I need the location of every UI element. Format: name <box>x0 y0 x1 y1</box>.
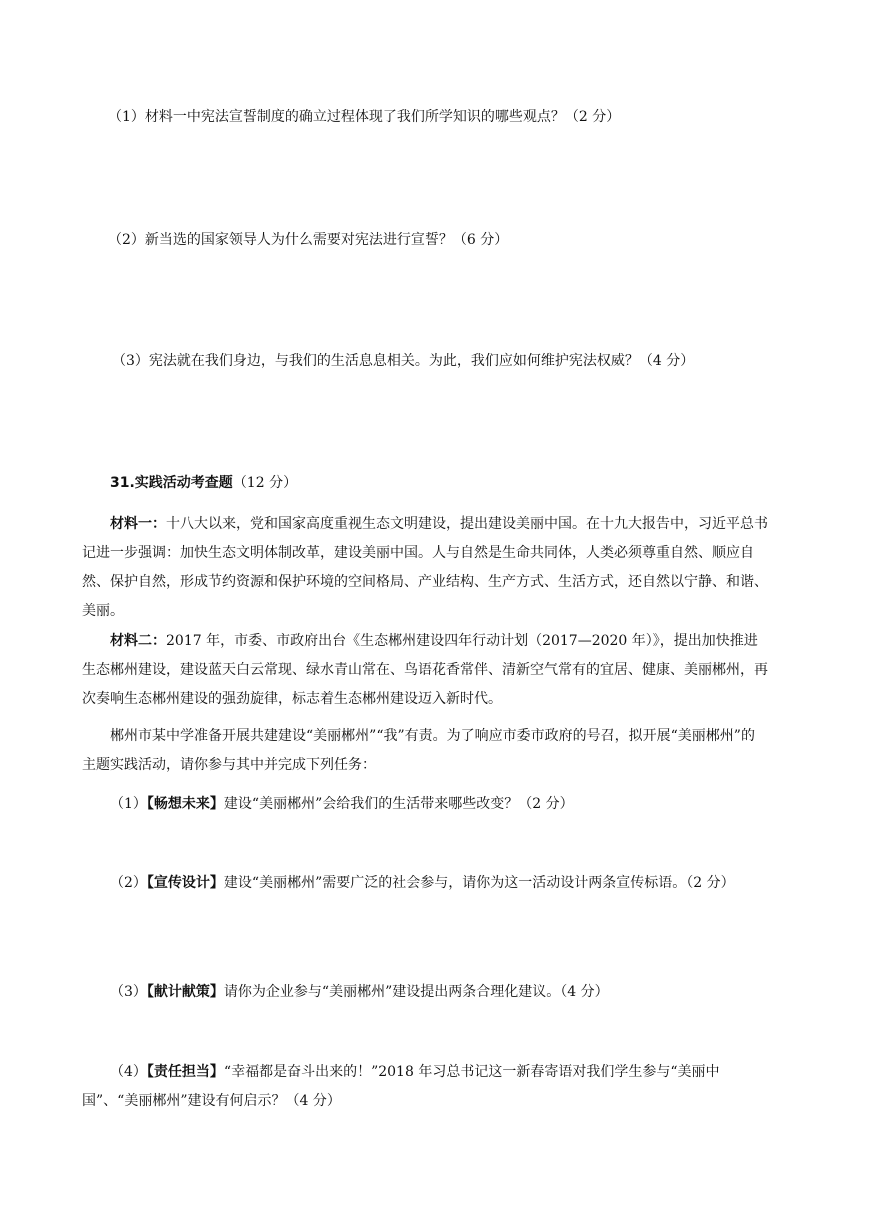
question-2: （2）新当选的国家领导人为什么需要对宪法进行宣誓？（6 分） <box>108 232 509 248</box>
section-31-title: 31.实践活动考查题 <box>110 475 233 491</box>
material-2 <box>82 627 768 714</box>
task-2-text: 建设“美丽郴州”需要广泛的社会参与，请你为这一活动设计两条宣传标语。（2 分） <box>223 875 735 891</box>
task-3-number: （3） <box>110 984 147 1000</box>
section-31-score: （12 分） <box>232 475 298 491</box>
task-1-label: 【畅想未来】 <box>146 796 224 812</box>
question-3: （3）宪法就在我们身边，与我们的生活息息相关。为此，我们应如何维护宪法权威？（4 分） <box>112 353 695 369</box>
material-2-label: 材料二： <box>110 633 166 649</box>
material-1-label: 材料一： <box>110 516 166 532</box>
question-1: （1）材料一中宪法宣誓制度的确立过程体现了我们所学知识的哪些观点？（2 分） <box>108 109 621 125</box>
task-4-number: （4） <box>110 1064 147 1080</box>
task-4 <box>82 1058 768 1116</box>
task-2-label: 【宣传设计】 <box>146 875 224 891</box>
task-3-text: 请你为企业参与“美丽郴州”建设提出两条合理化建议。（4 分） <box>223 984 609 1000</box>
activity-intro: 郴州市某中学准备开展共建建设“美丽郴州”“我”有责。为了响应市委市政府的号召，拟开展“美丽郴州”的主题实践活动，请你参与其中并完成下列任务： <box>82 728 755 773</box>
material-1-text: 十八大以来，党和国家高度重视生态文明建设，提出建设美丽中国。在十九大报告中，习近平总书记进一步强调：加快生态文明体制改革，建设美丽中国。人与自然是生命共同体，人类必须尊重自然、顺应自然、保护自然，形成节约资源和保护环境的空间格局、产业结构、生产方式、生活方式，还自然以宁静、和谐、美丽。 <box>82 516 768 619</box>
task-4-label: 【责任担当】 <box>146 1064 224 1080</box>
task-3-label: 【献计献策】 <box>146 984 224 1000</box>
section-31-heading <box>110 472 297 492</box>
task-4-text: “幸福都是奋斗出来的！”2018 年习总书记这一新春寄语对我们学生参与“美丽中国”、“美丽郴州”建设有何启示？（4 分） <box>82 1064 720 1109</box>
task-2 <box>82 869 768 898</box>
task-1-text: 建设“美丽郴州”会给我们的生活带来哪些改变？（2 分） <box>223 796 574 812</box>
task-1-number: （1） <box>110 796 147 812</box>
task-2-number: （2） <box>110 875 147 891</box>
material-1 <box>82 510 768 626</box>
material-2-text: 2017 年，市委、市政府出台《生态郴州建设四年行动计划（2017—2020 年）》，提出加快推进生态郴州建设，建设蓝天白云常现、绿水青山常在、鸟语花香常伴、清新空气常有的宜居、健康、美丽郴州，再次奏响生态郴州建设的强劲旋律，标志着生态郴州建设迈入新时代。 <box>82 633 768 707</box>
task-1 <box>82 790 768 819</box>
task-3 <box>82 978 768 1007</box>
